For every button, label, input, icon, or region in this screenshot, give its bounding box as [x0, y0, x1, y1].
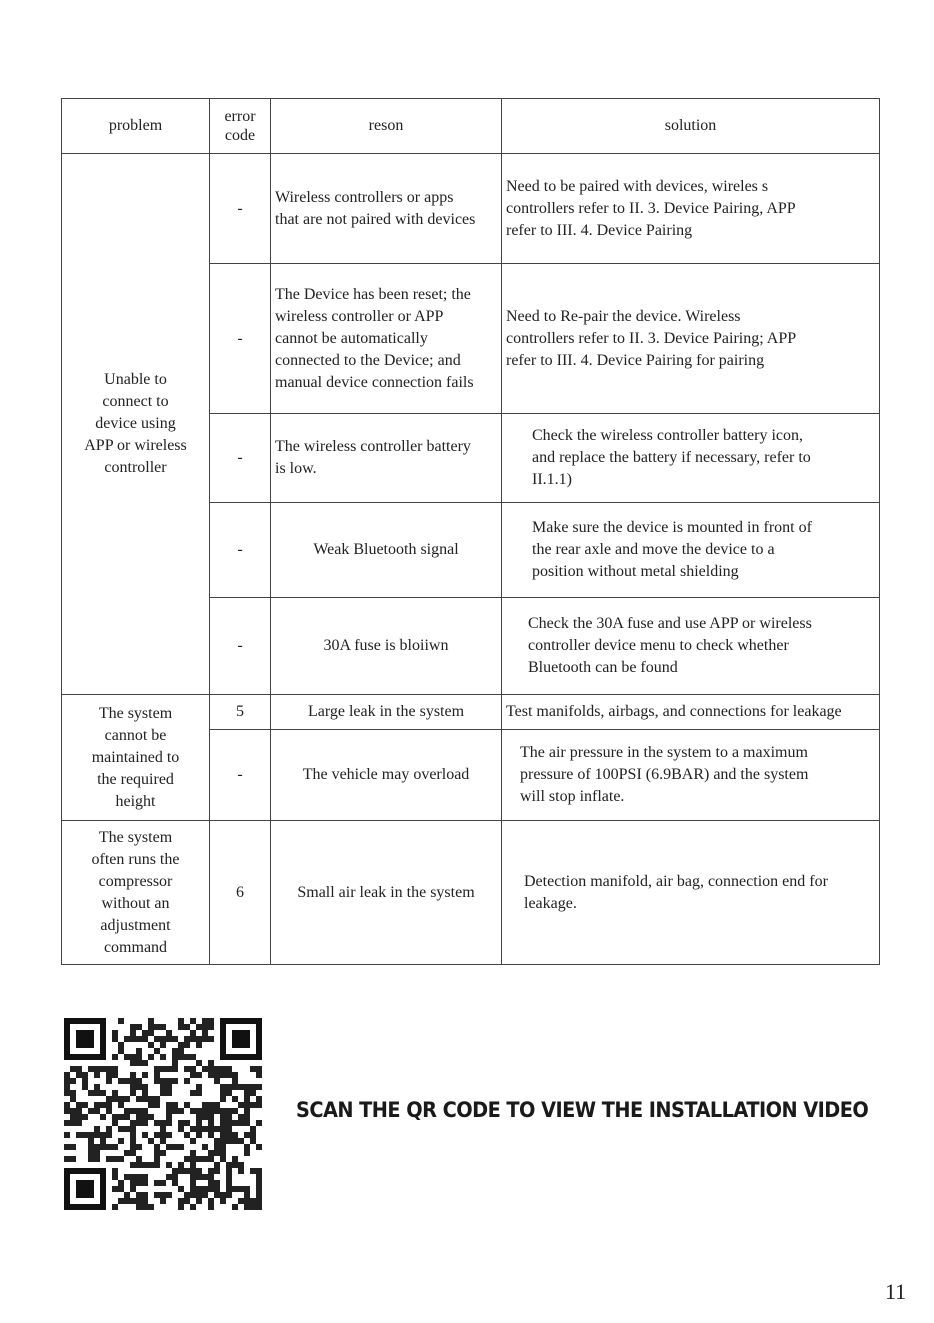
reason-cell: Weak Bluetooth signal [271, 503, 502, 598]
table-row [62, 154, 880, 264]
reason-cell: Wireless controllers or apps that are not paired with devices [271, 154, 502, 264]
table-row [62, 695, 880, 730]
problem-cell: The system cannot be maintained to the required height [62, 695, 210, 821]
table-row [62, 821, 880, 965]
error-code-cell: - [210, 503, 271, 598]
scan-instruction: SCAN THE QR CODE TO VIEW THE INSTALLATION VIDEO [296, 1098, 869, 1122]
reason-cell: The vehicle may overload [271, 730, 502, 821]
header-error-code: error code [210, 99, 271, 154]
page-number: 11 [885, 1279, 907, 1304]
solution-cell: Detection manifold, air bag, connection end for leakage. [502, 821, 880, 965]
error-code-cell: - [210, 730, 271, 821]
qr-code-icon [64, 1018, 262, 1210]
solution-cell: Need to Re-pair the device. Wireless controllers refer to II. 3. Device Pairing; APP refer to III. 4. Device Pairing for pairing [502, 264, 880, 414]
error-code-cell: - [210, 414, 271, 503]
reason-cell: The Device has been reset; the wireless controller or APP cannot be automatically connected to the Device; and manual device connection fails [271, 264, 502, 414]
reason-cell: The wireless controller battery is low. [271, 414, 502, 503]
solution-cell: Test manifolds, airbags, and connections for leakage [502, 695, 880, 730]
header-problem: problem [62, 99, 210, 154]
error-code-cell: - [210, 598, 271, 695]
solution-cell: Make sure the device is mounted in front of the rear axle and move the device to a position without metal shielding [502, 503, 880, 598]
solution-cell: Check the 30A fuse and use APP or wireless controller device menu to check whether Bluetooth can be found [502, 598, 880, 695]
error-code-cell: - [210, 264, 271, 414]
header-solution: solution [502, 99, 880, 154]
error-code-cell: - [210, 154, 271, 264]
error-code-cell: 6 [210, 821, 271, 965]
error-code-cell: 5 [210, 695, 271, 730]
reason-cell: Large leak in the system [271, 695, 502, 730]
reason-cell: 30A fuse is bloiiwn [271, 598, 502, 695]
header-reason: reson [271, 99, 502, 154]
troubleshooting-table [61, 98, 880, 965]
solution-cell: The air pressure in the system to a maximum pressure of 100PSI (6.9BAR) and the system will stop inflate. [502, 730, 880, 821]
problem-cell: Unable to connect to device using APP or wireless controller [62, 154, 210, 695]
reason-cell: Small air leak in the system [271, 821, 502, 965]
problem-cell: The system often runs the compressor without an adjustment command [62, 821, 210, 965]
solution-cell: Check the wireless controller battery icon, and replace the battery if necessary, refer to II.1.1) [502, 414, 880, 503]
table-header-row [62, 99, 880, 154]
solution-cell: Need to be paired with devices, wireles s controllers refer to II. 3. Device Pairing, APP refer to III. 4. Device Pairing [502, 154, 880, 264]
